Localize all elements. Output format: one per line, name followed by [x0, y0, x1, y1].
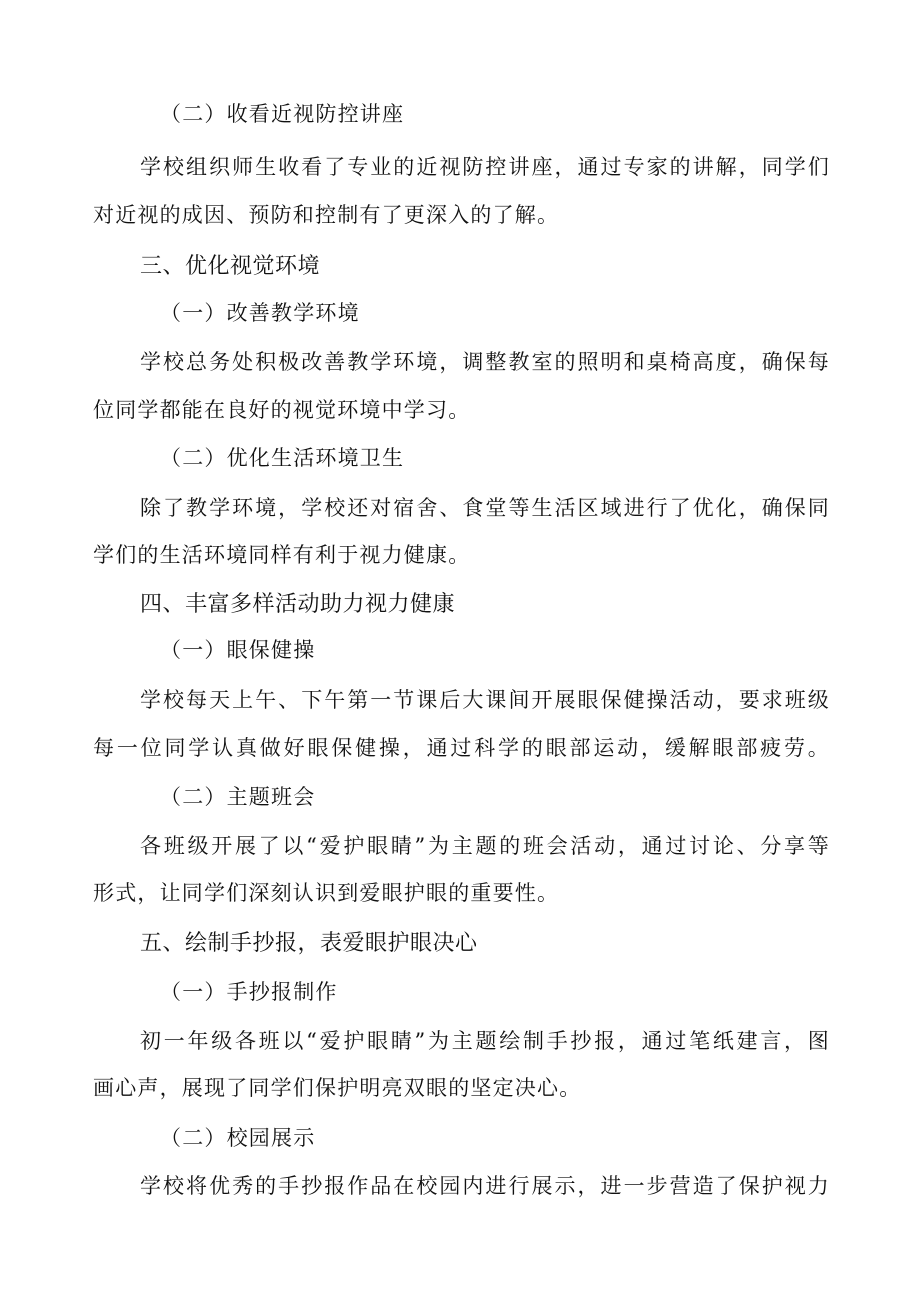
subsection-title: （二）校园展示 — [160, 1126, 316, 1150]
paragraph-line: 画心声，展现了同学们保护明亮双眼的坚定决心。 — [93, 1076, 582, 1100]
paragraph-line: 初一年级各班以“爱护眼睛”为主题绘制手抄报，通过笔纸建言，图 — [140, 1029, 830, 1053]
paragraph-line: 学校将优秀的手抄报作品在校园内进行展示，进一步营造了保护视力 — [140, 1174, 830, 1198]
paragraph-line: 对近视的成因、预防和控制有了更深入的了解。 — [93, 203, 560, 227]
subsection-title: （一）改善教学环境 — [160, 301, 360, 325]
paragraph-line: 形式，让同学们深刻认识到爱眼护眼的重要性。 — [93, 881, 560, 905]
paragraph-line: 位同学都能在良好的视觉环境中学习。 — [93, 398, 471, 422]
paragraph-line: 每一位同学认真做好眼保健操，通过科学的眼部运动，缓解眼部疲劳。 — [93, 736, 830, 760]
section-heading: 三、优化视觉环境 — [140, 254, 321, 279]
subsection-title: （一）眼保健操 — [160, 638, 316, 662]
paragraph-line: 各班级开展了以“爱护眼睛”为主题的班会活动，通过讨论、分享等 — [140, 834, 830, 858]
subsection-title: （二）主题班会 — [160, 785, 316, 809]
section-heading: 四、丰富多样活动助力视力健康 — [140, 592, 456, 617]
paragraph-line: 除了教学环境，学校还对宿舍、食堂等生活区域进行了优化，确保同 — [140, 496, 830, 520]
section-heading: 五、绘制手抄报，表爱眼护眼决心 — [140, 931, 478, 956]
paragraph-line: 学校每天上午、下午第一节课后大课间开展眼保健操活动，要求班级 — [140, 688, 830, 712]
subsection-title: （二）收看近视防控讲座 — [160, 102, 405, 126]
paragraph-line: 学校组织师生收看了专业的近视防控讲座，通过专家的讲解，同学们 — [140, 155, 830, 179]
subsection-title: （一）手抄报制作 — [160, 980, 338, 1004]
paragraph-line: 学们的生活环境同样有利于视力健康。 — [93, 543, 471, 567]
subsection-title: （二）优化生活环境卫生 — [160, 446, 405, 470]
paragraph-line: 学校总务处积极改善教学环境，调整教室的照明和桌椅高度，确保每 — [140, 350, 830, 374]
